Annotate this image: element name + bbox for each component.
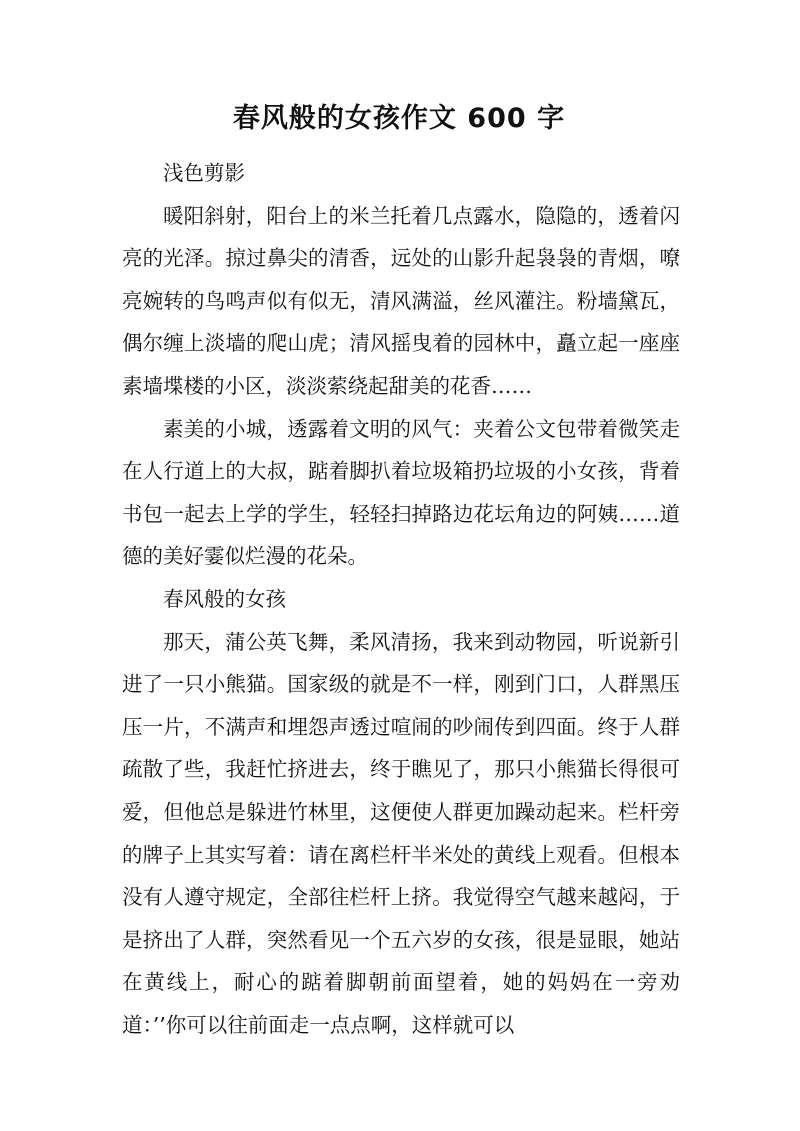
document-title: 春风般的女孩作文 600 字 [232,103,566,134]
document-body [122,152,680,1046]
section-heading-spring-breeze-girl: 春风般的女孩 [163,586,286,611]
paragraph-small-city: 素美的小城，透露着文明的风气：夹着公文包带着微笑走在人行道上的大叔，踮着脚扒着垃圾箱扔垃圾的小女孩，背着书包一起去上学的学生，轻轻扫掉路边花坛角边的阿姨……道德的美好霎似烂漫的花朵。 [122,416,680,569]
paragraph-sunlight: 暖阳斜射，阳台上的米兰托着几点露水，隐隐的，透着闪亮的光泽。掠过鼻尖的清香，远处的山影升起袅袅的青烟，嘹亮婉转的鸟鸣声似有似无，清风满溢，丝风灌注。粉墙黛瓦，偶尔缠上淡墙的爬山虎；清风摇曳着的园林中，矗立起一座座素墙堞楼的小区，淡淡萦绕起甜美的花香…… [122,203,680,398]
paragraph-zoo-story: 那天，蒲公英飞舞，柔风清扬，我来到动物园，听说新引进了一只小熊猫。国家级的就是不一样，刚到门口，人群黑压压一片，不满声和埋怨声透过喧闹的吵闹传到四面。终于人群疏散了些，我赶忙挤进去，终于瞧见了，那只小熊猫长得很可爱，但他总是躲进竹林里，这便使人群更加躁动起来。栏杆旁的牌子上其实写着：请在离栏杆半米处的黄线上观看。但根本没有人遵守规定，全部往栏杆上挤。我觉得空气越来越闷，于是挤出了人群，突然看见一个五六岁的女孩，很是显眼，她站在黄线上，耐心的踮着脚朝前面望着，她的妈妈在一旁劝道：’’你可以往前面走一点点啊，这样就可以 [122,629,680,1037]
document-page [122,96,680,1046]
section-heading-light-silhouette: 浅色剪影 [163,161,245,185]
